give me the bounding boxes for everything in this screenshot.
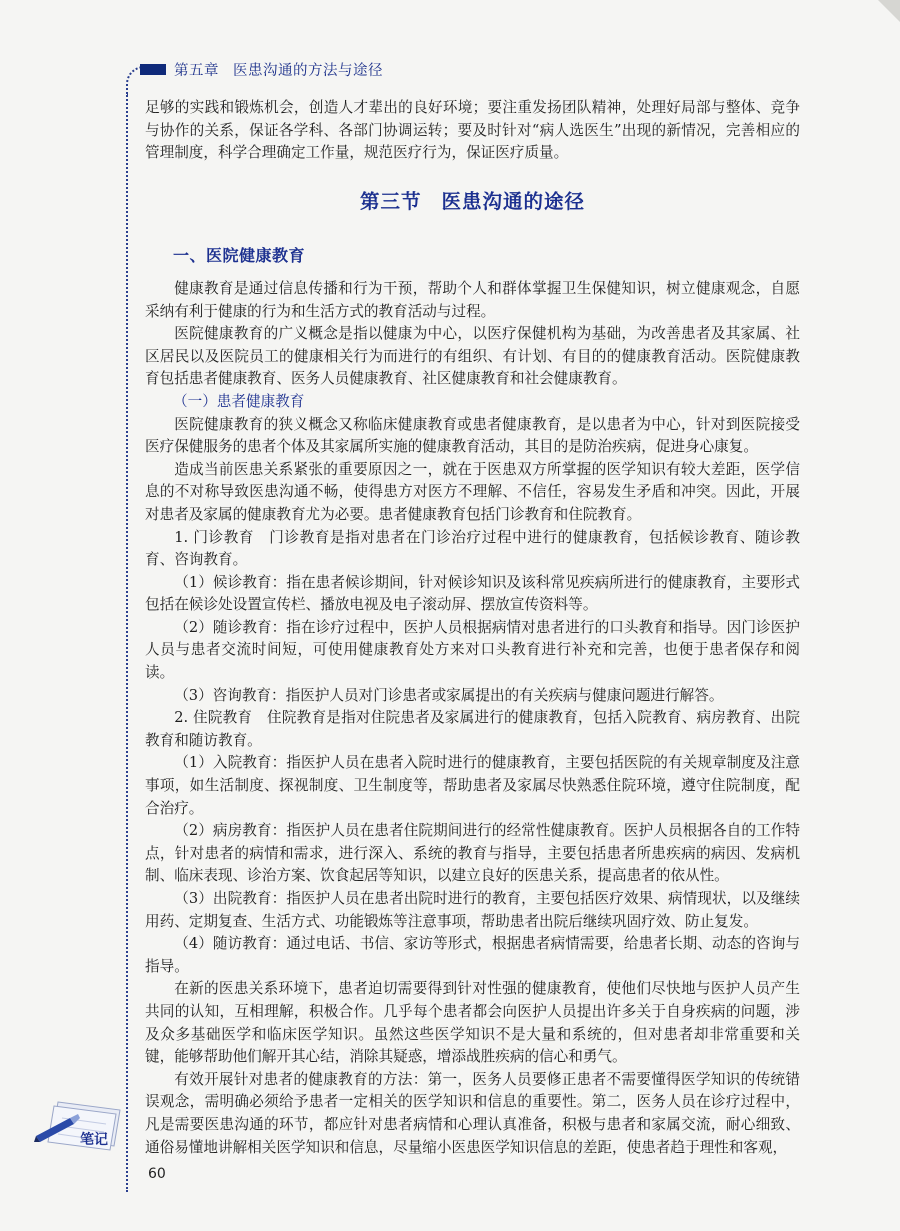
paragraph-inpatient (145, 707, 800, 752)
paragraph-new-environment: 在新的医患关系环境下，患者迫切需要得到针对性强的健康教育，使他们尽快地与医护人员产生共同的认知，互相理解，积极合作。几乎每个患者都会向医护人员提出许多关于自身疾病的问题，涉及众多基础医学和临床医学知识。虽然这些医学知识不是大量和系统的，但对患者却非常重要和关键，能够帮助他们解开其心结，消除其疑惑，增添战胜疾病的信心和勇气。 (145, 980, 800, 1066)
inpatient-term: 2. 住院教育 (174, 709, 253, 727)
header-chapter: 第五章 (174, 63, 219, 79)
page-body (145, 97, 800, 1159)
notes-label: 笔记 (80, 1132, 108, 1148)
paragraph-narrow-concept: 医院健康教育的狭义概念又称临床健康教育或患者健康教育，是以患者为中心，针对到医院接受医疗保健服务的患者个体及其家属所实施的健康教育活动，其目的是防治疾病，促进身心康复。 (145, 415, 800, 456)
subsubsection-heading: （一）患者健康教育 (173, 392, 305, 410)
header-chapter-title: 医患沟通的方法与途径 (233, 63, 383, 79)
margin-dotted-rule (126, 92, 128, 1192)
paragraph-health-education: 健康教育是通过信息传播和行为干预，帮助个人和群体掌握卫生保健知识，树立健康观念，自愿采纳有利于健康的行为和生活方式的教育活动与过程。 (145, 279, 800, 320)
list-item-outpatient-2: （2）随诊教育：指在诊疗过程中，医护人员根据病情对患者进行的口头教育和指导。因门诊医护人员与患者交流时间短，可使用健康教育处方来对口头教育进行补充和完善，也便于患者保存和阅读。 (145, 618, 800, 682)
section-title (145, 191, 800, 214)
list-item-outpatient-1: （1）候诊教育：指在患者候诊期间，针对候诊知识及该科常见疾病所进行的健康教育，主要形式包括在候诊处设置宣传栏、播放电视及电子滚动屏、摆放宣传资料等。 (145, 573, 800, 614)
inpatient-text: 住院教育是指对住院患者及家属进行的健康教育，包括入院教育、病房教育、出院教育和随访教育。 (145, 709, 800, 749)
list-item-inpatient-1: （1）入院教育：指医护人员在患者入院时进行的健康教育，主要包括医院的有关规章制度及注意事项，如生活制度、探视制度、卫生制度等，帮助患者及家属尽快熟悉住院环境，遵守住院制度，配合治疗。 (145, 754, 800, 817)
outpatient-term: 1. 门诊教育 (174, 528, 255, 546)
intro-paragraph: 足够的实践和锻炼机会，创造人才辈出的良好环境；要注重发扬团队精神，处理好局部与整体、竞争与协作的关系，保证各学科、各部门协调运转；要及时针对“病人选医生”出现的新情况，完善相应的管理制度，科学合理确定工作量，规范医疗行为，保证医疗质量。 (145, 99, 800, 162)
paragraph-broad-concept: 医院健康教育的广义概念是指以健康为中心，以医疗保健机构为基础，为改善患者及其家属、社区居民以及医院员工的健康相关行为而进行的有组织、有计划、有目的的健康教育活动。医院健康教育包括患者健康教育、医务人员健康教育、社区健康教育和社会健康教育。 (145, 325, 800, 388)
header-accent-bar (140, 64, 166, 75)
subsection-heading: 一、医院健康教育 (173, 246, 306, 266)
list-item-inpatient-4: （4）随访教育：通过电话、书信、家访等形式，根据患者病情需要，给患者长期、动态的咨询与指导。 (145, 935, 800, 975)
page-corner-fold (878, 0, 900, 22)
notes-pen-icon (34, 1096, 130, 1152)
paragraph-outpatient (145, 527, 800, 572)
list-item-inpatient-2: （2）病房教育：指医护人员在患者住院期间进行的经常性健康教育。医护人员根据各自的工作特点，针对患者的病情和需求，进行深入、系统的教育与指导，主要包括患者所患疾病的病因、发病机制、临床表现、诊治方案、饮食起居等知识，以建立良好的医患关系，提高患者的依从性。 (145, 822, 800, 885)
running-header (174, 59, 383, 80)
section-name: 医患沟通的途径 (441, 189, 586, 213)
list-item-outpatient-3: （3）咨询教育：指医护人员对门诊患者或家属提出的有关疾病与健康问题进行解答。 (174, 686, 724, 704)
list-item-inpatient-3: （3）出院教育：指医护人员在患者出院时进行的教育，主要包括医疗效果、病情现状，以及继续用药、定期复查、生活方式、功能锻炼等注意事项，帮助患者出院后继续巩固疗效、防止复发。 (145, 890, 800, 930)
paragraph-methods: 有效开展针对患者的健康教育的方法：第一，医务人员要修正患者不需要懂得医学知识的传统错误观念，需明确必须给予患者一定相关的医学知识和信息的重要性。第二，医务人员在诊疗过程中，凡是需要医患沟通的环节，都应针对患者病情和心理认真准备，积极与患者和家属交流，耐心细致、通俗易懂地讲解相关医学知识和信息，尽量缩小医患医学知识信息的差距，使患者趋于理性和客观， (145, 1070, 800, 1156)
paragraph-tension-cause: 造成当前医患关系紧张的重要原因之一，就在于医患双方所掌握的医学知识有较大差距，医学信息的不对称导致医患沟通不畅，使得患方对医方不理解、不信任，容易发生矛盾和冲突。因此，开展对患者及家属的健康教育尤为必要。患者健康教育包括门诊教育和住院教育。 (145, 460, 800, 523)
page-number: 60 (148, 1166, 166, 1182)
section-number: 第三节 (359, 189, 422, 213)
outpatient-text: 门诊教育是指对患者在门诊治疗过程中进行的健康教育，包括候诊教育、随诊教育、咨询教育。 (145, 528, 800, 569)
